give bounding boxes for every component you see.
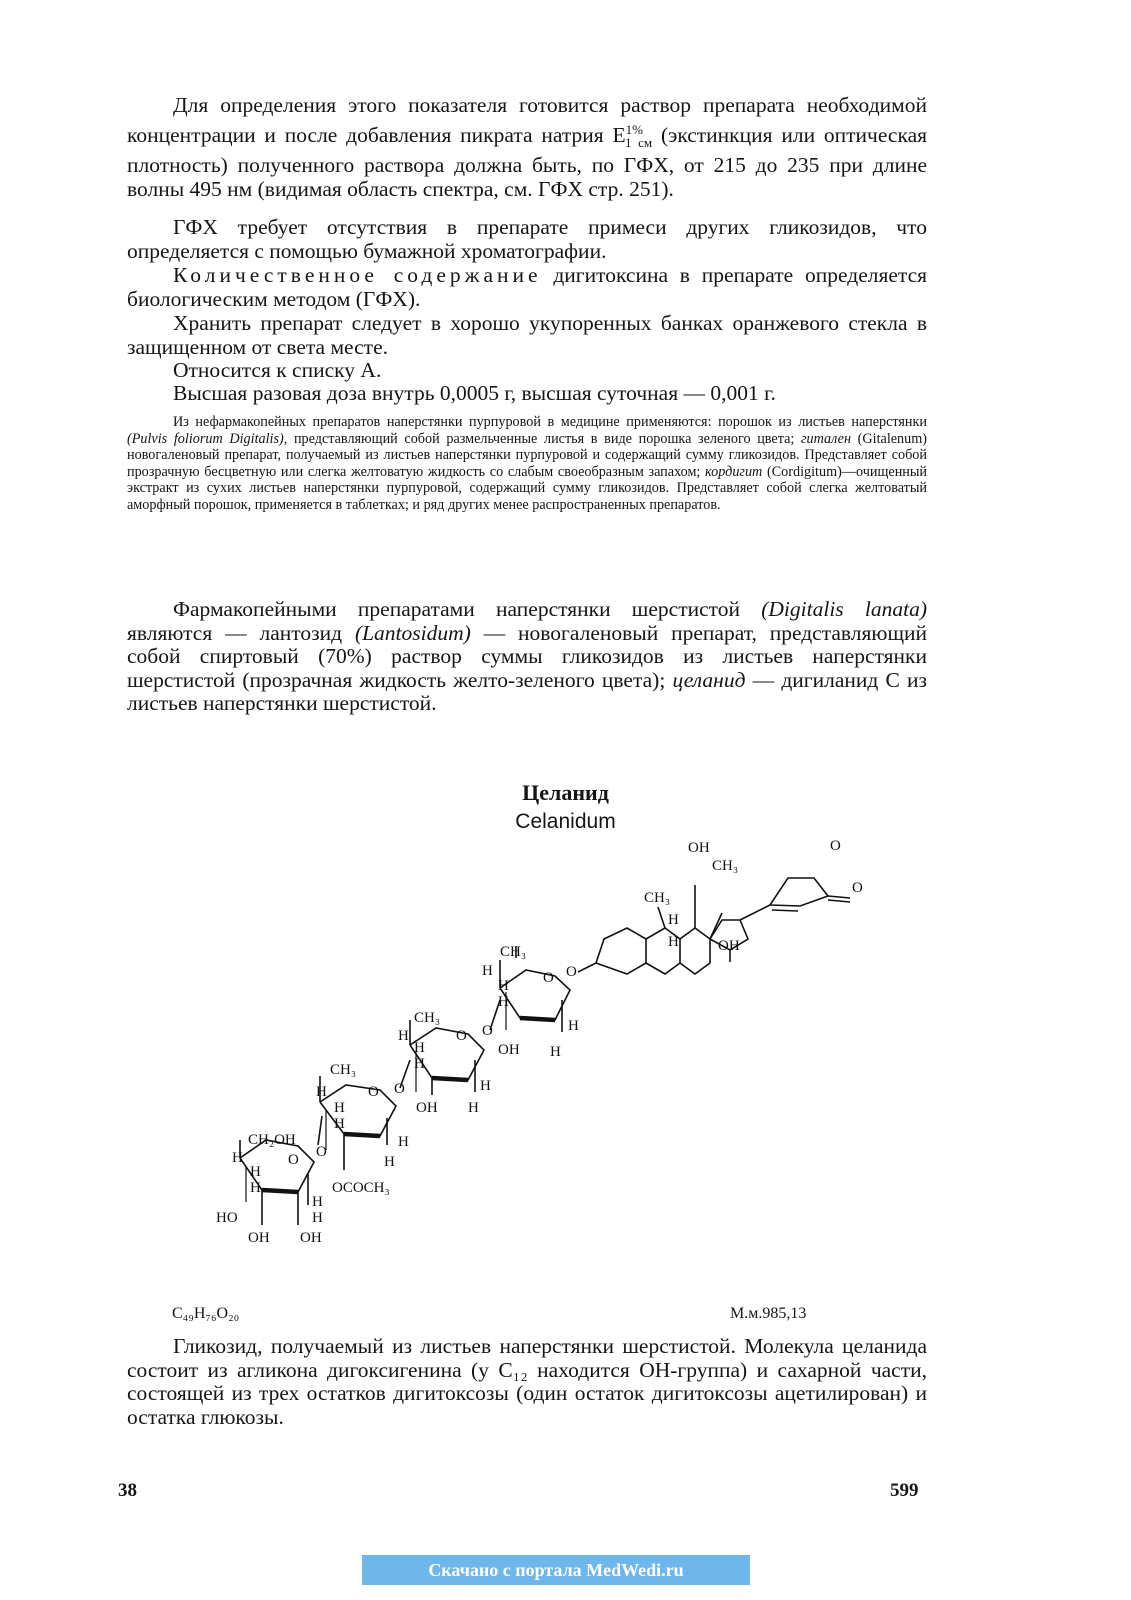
label-h: H (414, 1056, 425, 1072)
label-h: H (384, 1154, 395, 1170)
text: дигитоксина в препарате определяется биологическим методом (ГФХ). (127, 263, 928, 311)
text: являются — лантозид (127, 620, 343, 645)
molecular-mass: М.м.985,13 (730, 1305, 807, 1322)
drug-name: кордигит (705, 463, 763, 480)
label-h: H (480, 1078, 491, 1094)
paragraph-glycoside-description: Гликозид, получаемый из листьев наперстянки шерстистой. Молекула целанида состоит из агликона дигоксигенина (у C₁₂ находится OH-группа) и сахарной части, состоящей из трех остатков дигитоксозы (один остаток дигитоксозы ацетилирован) и остатка глюкозы. (127, 1334, 927, 1429)
label-h: H (398, 1134, 409, 1150)
label-o: O (830, 840, 841, 854)
label-o: O (368, 1084, 379, 1100)
text: — дигиланид С из листьев наперстянки шерстистой. (127, 667, 928, 715)
text: представляющий собой размельченные листья в виде порошка зеленого цвета; (293, 430, 795, 447)
label-h: H (398, 1028, 409, 1044)
drug-name: гитален (800, 430, 852, 447)
label-h: H (334, 1100, 345, 1116)
label-h: H (232, 1150, 243, 1166)
label-h: H (568, 1018, 579, 1034)
label-h: H (482, 963, 493, 979)
paragraph-pharmacopoeial-lanata (127, 598, 927, 716)
label-o: O (482, 1023, 493, 1039)
subscript: 1 см (624, 134, 653, 150)
paragraph-list: Относится к списку А. (173, 358, 382, 382)
text: Фармакопейными препаратами наперстянки шерстистой (173, 597, 741, 621)
paragraph-quantitative (127, 264, 927, 311)
spaced-heading: Количественное содержание (173, 263, 542, 287)
compound-title-latin: Celanidum (515, 810, 616, 833)
latin-term: (Pulvis foliorum Digitalis), (127, 430, 288, 447)
label-h: H (312, 1210, 323, 1226)
paragraph-dose: Высшая разовая доза внутрь 0,0005 г, высшая суточная — 0,001 г. (173, 381, 776, 405)
small-print-nonpharmacopoeial (127, 414, 927, 514)
text: Для определения этого показателя готовится раствор препарата необходимой концентрации и после добавления пикрата натрия E (127, 93, 927, 147)
label-o: O (456, 1028, 467, 1044)
molecule-bonds (240, 878, 850, 1225)
paragraph-picrate-test (127, 94, 927, 201)
label-o: O (316, 1144, 327, 1160)
page-marker-left: 38 (118, 1480, 137, 1501)
latin-term: (Lantosidum) (354, 620, 471, 645)
label-ch3: CH₃ (644, 890, 671, 906)
label-o: O (288, 1152, 299, 1168)
paragraph-storage: Хранить препарат следует в хорошо укупоренных банках оранжевого стекла в защищенном от света месте. (127, 311, 927, 359)
label-o: O (852, 880, 863, 896)
label-ococh3: OCOCH₃ (332, 1180, 390, 1196)
superscript: 1% (625, 121, 643, 137)
label-h: H (414, 1040, 425, 1056)
label-h: H (498, 994, 509, 1010)
label-oh: OH (416, 1100, 438, 1116)
label-h: H (316, 1084, 327, 1100)
label-oh: OH (498, 1042, 520, 1058)
text: (Gitalenum) новогаленовый препарат, получаемый из листьев наперстянки пурпуровой и содержащий сумму гликозидов. Представляет собой прозрачную бесцветную или слегка желтоватую жидкость со слабым своеобразным запахом; (127, 430, 928, 480)
label-h: H (250, 1164, 261, 1180)
label-ch3: CH₃ (414, 1010, 441, 1026)
label-h: H (498, 978, 509, 994)
label-h: H (668, 912, 679, 928)
page-number: 599 (890, 1480, 919, 1501)
label-ch2oh: CH₂OH (248, 1132, 296, 1148)
drug-name: целанид (672, 667, 746, 692)
compound-title-russian: Целанид (522, 780, 609, 805)
label-ch3: CH₃ (330, 1062, 357, 1078)
label-ch3: CH₃ (500, 944, 527, 960)
label-h: H (334, 1116, 345, 1132)
label-h: H (550, 1044, 561, 1060)
label-oh: OH (718, 938, 740, 954)
text: Из нефармакопейных препаратов наперстянки пурпуровой в медицине применяются: порошок из листьев наперстянки (173, 414, 927, 430)
label-h: H (312, 1194, 323, 1210)
celanide-structural-formula (200, 840, 900, 1260)
label-h: H (668, 934, 679, 950)
label-h: H (468, 1100, 479, 1116)
latin-term: (Digitalis lanata) (761, 597, 928, 621)
download-watermark-banner[interactable]: Скачано с портала MedWedi.ru (362, 1555, 750, 1585)
label-h: H (250, 1180, 261, 1196)
label-ch3: CH₃ (712, 858, 739, 874)
label-o: O (566, 964, 577, 980)
label-oh: OH (300, 1230, 322, 1246)
label-oh: OH (248, 1230, 270, 1246)
label-oh: OH (688, 840, 710, 856)
label-o: O (543, 970, 554, 986)
text: — новогаленовый препарат, представляющий собой спиртовый (70%) раствор суммы гликозидов из листьев наперстянки шерстистой (прозрачная жидкость желто-зеленого цвета); (127, 620, 928, 692)
text: (Cordigitum)—очищенный экстракт из сухих листьев наперстянки пурпуровой, содержащий сумму гликозидов. Представляет собой слегка желтоватый аморфный порошок, применяется в таблетках; и ряд других менее распространенных препаратов. (127, 463, 928, 513)
label-o: O (394, 1081, 405, 1097)
text: (экстинкция или оптическая плотность) полученного раствора должна быть, по ГФХ, от 215 до 235 при длине волны 495 нм (видимая область спектра, см. ГФХ стр. 251). (127, 122, 928, 201)
paragraph-glycoside-impurity: ГФХ требует отсутствия в препарате примеси других гликозидов, что определяется с помощью бумажной хроматографии. (127, 215, 927, 263)
molecular-formula: C₄₉H₇₆O₂₀ (172, 1305, 240, 1322)
label-ho: HO (216, 1210, 238, 1226)
